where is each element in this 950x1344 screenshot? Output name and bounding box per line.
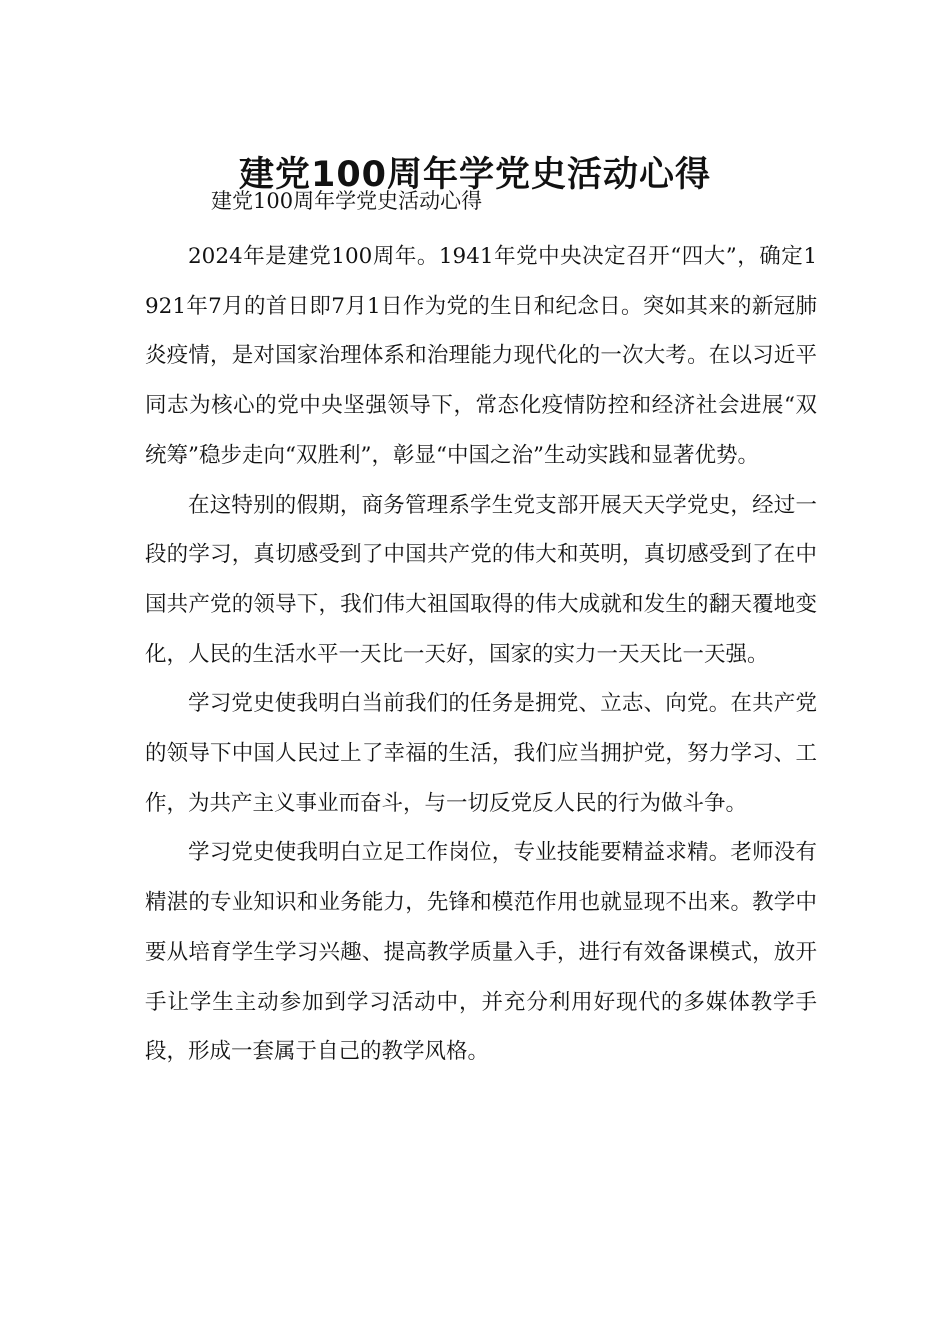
paragraph: 学习党史使我明白当前我们的任务是拥党、立志、向党。在共产党的领导下中国人民过上了幸福的生活，我们应当拥护党，努力学习、工作，为共产主义事业而奋斗，与一切反党反人民的行为做斗争。 <box>145 691 817 816</box>
paragraph: 2024年是建党100周年。1941年党中央决定召开“四大”，确定1921年7月的首日即7月1日作为党的生日和纪念日。突如其来的新冠肺炎疫情，是对国家治理体系和治理能力现代化的一次大考。在以习近平同志为核心的党中央坚强领导下，常态化疫情防控和经济社会进展“双统筹”稳步走向“双胜利”，彰显“中国之治”生动实践和显著优势。 <box>145 244 817 468</box>
document-body <box>145 232 817 1077</box>
document-subtitle: 建党100周年学党史活动心得 <box>211 189 483 213</box>
paragraph: 在这特别的假期，商务管理系学生党支部开展天天学党史，经过一段的学习，真切感受到了中国共产党的伟大和英明，真切感受到了在中国共产党的领导下，我们伟大祖国取得的伟大成就和发生的翻天覆地变化，人民的生活水平一天比一天好，国家的实力一天天比一天强。 <box>145 492 817 667</box>
paragraph: 学习党史使我明白立足工作岗位，专业技能要精益求精。老师没有精湛的专业知识和业务能力，先锋和模范作用也就显现不出来。教学中要从培育学生学习兴趣、提高教学质量入手，进行有效备课模式，放开手让学生主动参加到学习活动中，并充分利用好现代的多媒体教学手段，形成一套属于自己的教学风格。 <box>145 840 817 1065</box>
document-title: 建党100周年学党史活动心得 <box>238 155 712 196</box>
